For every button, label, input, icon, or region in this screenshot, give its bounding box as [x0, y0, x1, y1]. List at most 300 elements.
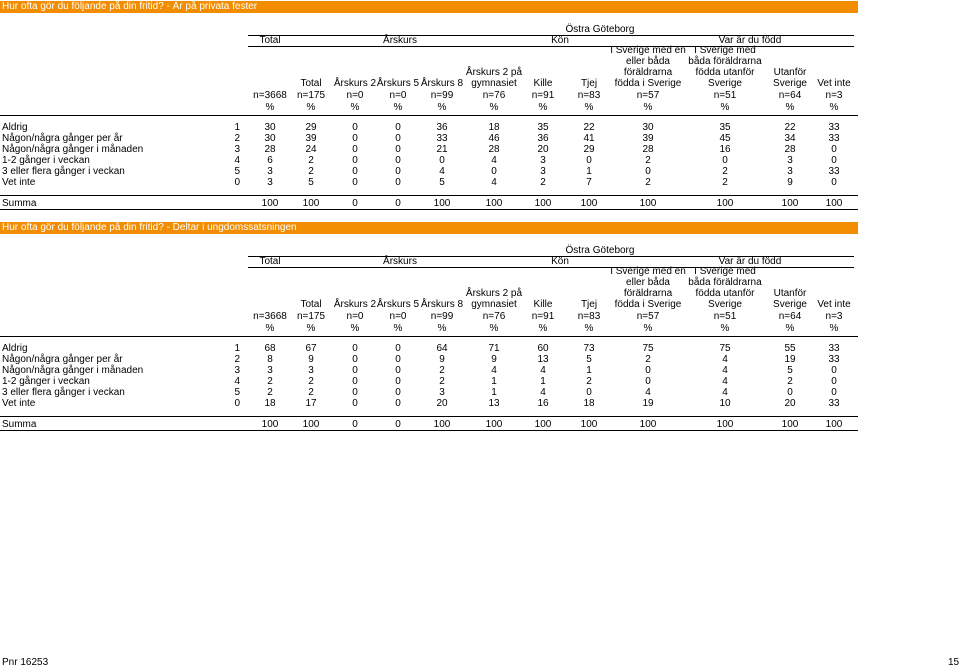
- table-cell: 30: [264, 122, 276, 133]
- n-value: n=99: [430, 311, 454, 322]
- table-cell: 0: [395, 177, 401, 188]
- n-value: n=99: [430, 90, 454, 101]
- table-cell: 0: [352, 365, 358, 376]
- header-rule-bottom: [0, 336, 858, 337]
- row-label: Någon/några gånger per år: [2, 354, 123, 365]
- table-cell: 34: [784, 133, 796, 144]
- n-value: n=64: [778, 311, 802, 322]
- table-cell: 7: [586, 177, 592, 188]
- n-value: n=51: [713, 90, 737, 101]
- table-cell: 3: [267, 365, 273, 376]
- table-cell: 0: [722, 155, 728, 166]
- sum-cell: 100: [261, 198, 279, 209]
- n-value: n=83: [577, 311, 601, 322]
- table-cell: 17: [305, 398, 317, 409]
- column-header: [459, 46, 529, 89]
- n-value: n=91: [531, 311, 555, 322]
- column-header-label: Utanför Sverige: [773, 67, 807, 89]
- sum-cell: 100: [534, 198, 552, 209]
- column-header: [521, 46, 565, 89]
- table-cell: 4: [722, 376, 728, 387]
- table-cell: 35: [719, 122, 731, 133]
- row-label: Någon/några gånger i månaden: [2, 144, 144, 155]
- column-header-label: I Sverige med båda föräldrarna födda utanför Sverige: [688, 266, 762, 310]
- table-cell: 2: [439, 376, 445, 387]
- n-value: n=83: [577, 90, 601, 101]
- footer-page-number: 15: [948, 657, 960, 668]
- table-cell: 18: [488, 122, 500, 133]
- table-cell: 4: [491, 177, 497, 188]
- table-cell: 33: [828, 166, 840, 177]
- percent-unit: %: [393, 323, 403, 334]
- percent-unit: %: [437, 102, 447, 113]
- column-header-label: Årskurs 2: [333, 78, 377, 89]
- table-cell: 4: [722, 354, 728, 365]
- percent-unit: %: [643, 102, 653, 113]
- table-cell: 4: [540, 365, 546, 376]
- sum-cell: 100: [302, 419, 320, 430]
- table-cell: 22: [583, 122, 595, 133]
- table-cell: 64: [436, 343, 448, 354]
- table-cell: 29: [305, 122, 317, 133]
- table-cell: 0: [395, 155, 401, 166]
- header-city: Östra Göteborg: [565, 24, 635, 35]
- row-code: 4: [234, 155, 240, 166]
- table-cell: 36: [436, 122, 448, 133]
- table-cell: 41: [583, 133, 595, 144]
- row-code: 5: [234, 387, 240, 398]
- sum-cell: 0: [395, 198, 401, 209]
- table-section: [0, 0, 960, 221]
- sum-cell: 100: [825, 198, 843, 209]
- column-header: [420, 46, 464, 89]
- column-header-label: Årskurs 8: [420, 78, 464, 89]
- table-cell: 4: [645, 387, 651, 398]
- table-cell: 5: [439, 177, 445, 188]
- table-cell: 3: [787, 155, 793, 166]
- percent-unit: %: [584, 102, 594, 113]
- row-label: 1-2 gånger i veckan: [2, 376, 90, 387]
- table-cell: 0: [395, 122, 401, 133]
- table-cell: 2: [267, 376, 273, 387]
- column-header-label: Årskurs 2: [333, 299, 377, 310]
- row-code: 1: [234, 122, 240, 133]
- table-cell: 20: [784, 398, 796, 409]
- table-cell: 45: [719, 133, 731, 144]
- column-header: [333, 46, 377, 89]
- row-label: Vet inte: [2, 177, 36, 188]
- sum-cell: 100: [781, 198, 799, 209]
- percent-unit: %: [720, 323, 730, 334]
- table-cell: 18: [583, 398, 595, 409]
- n-value: n=91: [531, 90, 555, 101]
- sum-cell: 100: [580, 419, 598, 430]
- table-cell: 0: [831, 155, 837, 166]
- percent-unit: %: [489, 323, 499, 334]
- percent-unit: %: [437, 323, 447, 334]
- table-cell: 2: [308, 155, 314, 166]
- table-cell: 9: [787, 177, 793, 188]
- table-cell: 33: [828, 343, 840, 354]
- column-header-label: Tjej: [580, 299, 598, 310]
- table-cell: 0: [491, 166, 497, 177]
- table-cell: 33: [436, 133, 448, 144]
- sum-rule: [0, 416, 858, 417]
- column-header-label: Årskurs 2 på gymnasiet: [465, 67, 523, 89]
- table-cell: 4: [491, 365, 497, 376]
- table-cell: 13: [488, 398, 500, 409]
- table-cell: 3: [267, 177, 273, 188]
- table-cell: 1: [586, 166, 592, 177]
- column-header: [376, 46, 420, 89]
- table-cell: 1: [491, 387, 497, 398]
- column-header: [420, 267, 464, 310]
- header-group-kon: Kön: [551, 256, 569, 267]
- table-cell: 0: [831, 387, 837, 398]
- column-header: [683, 267, 767, 310]
- column-header: [770, 267, 810, 310]
- table-cell: 3: [308, 365, 314, 376]
- table-cell: 24: [305, 144, 317, 155]
- table-cell: 0: [395, 343, 401, 354]
- sum-rule-bottom: [0, 430, 858, 431]
- column-header-label: Kille: [533, 78, 553, 89]
- n-value: n=0: [389, 90, 407, 101]
- column-header-label: Utanför Sverige: [773, 288, 807, 310]
- table-cell: 4: [722, 365, 728, 376]
- table-cell: 3: [439, 387, 445, 398]
- table-cell: 46: [488, 133, 500, 144]
- table-cell: 36: [537, 133, 549, 144]
- table-cell: 21: [436, 144, 448, 155]
- n-value: n=3668: [253, 90, 287, 101]
- header-city: Östra Göteborg: [565, 245, 635, 256]
- table-cell: 13: [537, 354, 549, 365]
- row-label: 1-2 gånger i veckan: [2, 155, 90, 166]
- table-cell: 19: [784, 354, 796, 365]
- n-value: n=51: [713, 311, 737, 322]
- header-group-fodd: Var är du född: [718, 35, 782, 46]
- n-value: n=76: [482, 311, 506, 322]
- column-header-label: I Sverige med en eller båda föräldrarna födda i Sverige: [610, 266, 686, 310]
- sum-rule-bottom: [0, 209, 858, 210]
- table-cell: 0: [787, 387, 793, 398]
- percent-unit: %: [489, 102, 499, 113]
- n-value: n=3668: [253, 311, 287, 322]
- table-cell: 16: [537, 398, 549, 409]
- percent-unit: %: [306, 102, 316, 113]
- row-label: Aldrig: [2, 122, 28, 133]
- n-value: n=0: [346, 90, 364, 101]
- sum-cell: 100: [781, 419, 799, 430]
- row-code: 2: [234, 354, 240, 365]
- table-cell: 2: [645, 155, 651, 166]
- table-cell: 71: [488, 343, 500, 354]
- column-header-label: Årskurs 5: [376, 78, 420, 89]
- table-cell: 35: [537, 122, 549, 133]
- table-cell: 4: [439, 166, 445, 177]
- table-cell: 3: [787, 166, 793, 177]
- table-cell: 10: [719, 398, 731, 409]
- table-cell: 0: [831, 144, 837, 155]
- percent-unit: %: [785, 102, 795, 113]
- table-cell: 9: [491, 354, 497, 365]
- column-header: [289, 267, 333, 310]
- table-cell: 30: [642, 122, 654, 133]
- table-cell: 0: [352, 155, 358, 166]
- table-cell: 29: [583, 144, 595, 155]
- table-cell: 0: [352, 166, 358, 177]
- table-cell: 2: [787, 376, 793, 387]
- row-label: Vet inte: [2, 398, 36, 409]
- table-section: [0, 221, 960, 442]
- sum-cell: 100: [485, 419, 503, 430]
- table-cell: 73: [583, 343, 595, 354]
- row-label: Någon/några gånger per år: [2, 133, 123, 144]
- table-cell: 0: [586, 387, 592, 398]
- table-cell: 9: [439, 354, 445, 365]
- row-code: 5: [234, 166, 240, 177]
- column-header: [683, 46, 767, 89]
- table-cell: 19: [642, 398, 654, 409]
- column-header: [816, 267, 852, 310]
- table-cell: 67: [305, 343, 317, 354]
- column-header-label: Årskurs 5: [376, 299, 420, 310]
- table-cell: 2: [308, 166, 314, 177]
- header-group-arskurs: Årskurs: [383, 35, 417, 46]
- table-cell: 2: [439, 365, 445, 376]
- header-group-total: Total: [259, 35, 281, 46]
- sum-cell: 100: [433, 419, 451, 430]
- table-cell: 20: [537, 144, 549, 155]
- table-cell: 0: [352, 354, 358, 365]
- table-cell: 0: [439, 155, 445, 166]
- table-cell: 0: [645, 376, 651, 387]
- table-cell: 18: [264, 398, 276, 409]
- n-value: n=57: [636, 311, 660, 322]
- table-cell: 28: [488, 144, 500, 155]
- column-header: [289, 46, 333, 89]
- table-cell: 60: [537, 343, 549, 354]
- row-code: 4: [234, 376, 240, 387]
- n-value: n=3: [825, 90, 843, 101]
- table-cell: 4: [540, 387, 546, 398]
- header-rule-bottom: [0, 115, 858, 116]
- table-cell: 0: [352, 343, 358, 354]
- table-cell: 28: [784, 144, 796, 155]
- row-label: 3 eller flera gånger i veckan: [2, 387, 125, 398]
- table-cell: 0: [395, 398, 401, 409]
- column-header: [376, 267, 420, 310]
- column-header-label: Total: [300, 299, 322, 310]
- sum-label: Summa: [2, 198, 37, 209]
- table-cell: 6: [267, 155, 273, 166]
- table-cell: 0: [395, 387, 401, 398]
- table-cell: 39: [305, 133, 317, 144]
- column-header: [610, 46, 686, 89]
- sum-cell: 100: [261, 419, 279, 430]
- table-cell: 30: [264, 133, 276, 144]
- n-value: n=57: [636, 90, 660, 101]
- table-cell: 22: [784, 122, 796, 133]
- table-cell: 2: [540, 177, 546, 188]
- n-value: n=3: [825, 311, 843, 322]
- table-cell: 0: [352, 122, 358, 133]
- sum-cell: 100: [485, 198, 503, 209]
- table-cell: 33: [828, 122, 840, 133]
- table-cell: 0: [352, 144, 358, 155]
- table-cell: 33: [828, 133, 840, 144]
- column-header: [567, 267, 611, 310]
- percent-unit: %: [350, 323, 360, 334]
- table-cell: 2: [722, 177, 728, 188]
- table-cell: 1: [540, 376, 546, 387]
- column-header-label: I Sverige med båda föräldrarna födda utanför Sverige: [688, 45, 762, 89]
- row-label: Någon/några gånger i månaden: [2, 365, 144, 376]
- header-group-arskurs: Årskurs: [383, 256, 417, 267]
- n-value: n=64: [778, 90, 802, 101]
- table-cell: 0: [395, 365, 401, 376]
- n-value: n=175: [296, 90, 326, 101]
- table-cell: 2: [645, 177, 651, 188]
- table-cell: 0: [352, 376, 358, 387]
- table-cell: 0: [831, 376, 837, 387]
- column-header-label: Årskurs 2 på gymnasiet: [465, 288, 523, 310]
- table-cell: 8: [267, 354, 273, 365]
- row-code: 3: [234, 365, 240, 376]
- percent-unit: %: [829, 102, 839, 113]
- header-group-kon: Kön: [551, 35, 569, 46]
- table-cell: 3: [540, 166, 546, 177]
- percent-unit: %: [643, 323, 653, 334]
- table-cell: 0: [645, 166, 651, 177]
- table-cell: 4: [491, 155, 497, 166]
- n-value: n=76: [482, 90, 506, 101]
- table-cell: 5: [308, 177, 314, 188]
- table-cell: 2: [645, 354, 651, 365]
- table-cell: 2: [722, 166, 728, 177]
- row-label: 3 eller flera gånger i veckan: [2, 166, 125, 177]
- table-cell: 16: [719, 144, 731, 155]
- table-cell: 1: [491, 376, 497, 387]
- table-cell: 3: [267, 166, 273, 177]
- table-cell: 33: [828, 398, 840, 409]
- n-value: n=0: [346, 311, 364, 322]
- n-value: n=175: [296, 311, 326, 322]
- column-header-label: Kille: [533, 299, 553, 310]
- percent-unit: %: [265, 102, 275, 113]
- column-header-label: Årskurs 8: [420, 299, 464, 310]
- row-code: 1: [234, 343, 240, 354]
- percent-unit: %: [785, 323, 795, 334]
- column-header-label: Vet inte: [817, 78, 851, 89]
- table-cell: 2: [267, 387, 273, 398]
- percent-unit: %: [538, 323, 548, 334]
- table-cell: 68: [264, 343, 276, 354]
- row-label: Aldrig: [2, 343, 28, 354]
- table-cell: 55: [784, 343, 796, 354]
- table-cell: 0: [395, 354, 401, 365]
- table-cell: 2: [308, 376, 314, 387]
- table-cell: 2: [586, 376, 592, 387]
- table-cell: 3: [540, 155, 546, 166]
- percent-unit: %: [393, 102, 403, 113]
- table-cell: 28: [264, 144, 276, 155]
- section-title: Hur ofta gör du följande på din fritid? - Deltar i ungdomssatsningen: [0, 222, 858, 234]
- column-header: [521, 267, 565, 310]
- table-cell: 33: [828, 354, 840, 365]
- table-cell: 0: [395, 133, 401, 144]
- table-cell: 5: [787, 365, 793, 376]
- table-cell: 0: [395, 144, 401, 155]
- section-title: Hur ofta gör du följande på din fritid? - Är på privata fester: [0, 1, 858, 13]
- percent-unit: %: [584, 323, 594, 334]
- table-cell: 39: [642, 133, 654, 144]
- sum-cell: 0: [395, 419, 401, 430]
- table-cell: 0: [831, 365, 837, 376]
- percent-unit: %: [265, 323, 275, 334]
- table-cell: 2: [308, 387, 314, 398]
- column-header: [567, 46, 611, 89]
- footer-pnr: Pnr 16253: [2, 657, 49, 668]
- row-code: 0: [234, 177, 240, 188]
- table-cell: 28: [642, 144, 654, 155]
- table-cell: 0: [352, 387, 358, 398]
- row-code: 3: [234, 144, 240, 155]
- sum-cell: 100: [302, 198, 320, 209]
- percent-unit: %: [538, 102, 548, 113]
- column-header: [770, 46, 810, 89]
- column-header-label: I Sverige med en eller båda föräldrarna födda i Sverige: [610, 45, 686, 89]
- column-header: [610, 267, 686, 310]
- table-cell: 0: [395, 376, 401, 387]
- sum-cell: 100: [433, 198, 451, 209]
- column-header-label: Vet inte: [817, 299, 851, 310]
- table-cell: 0: [831, 177, 837, 188]
- column-header: [816, 46, 852, 89]
- sum-cell: 0: [352, 198, 358, 209]
- sum-rule: [0, 195, 858, 196]
- sum-cell: 100: [716, 198, 734, 209]
- sum-cell: 0: [352, 419, 358, 430]
- percent-unit: %: [350, 102, 360, 113]
- row-code: 0: [234, 398, 240, 409]
- sum-cell: 100: [580, 198, 598, 209]
- row-code: 2: [234, 133, 240, 144]
- table-cell: 0: [352, 133, 358, 144]
- column-header: [333, 267, 377, 310]
- table-cell: 1: [586, 365, 592, 376]
- table-cell: 5: [586, 354, 592, 365]
- sum-cell: 100: [639, 198, 657, 209]
- sum-cell: 100: [639, 419, 657, 430]
- table-cell: 9: [308, 354, 314, 365]
- table-cell: 75: [642, 343, 654, 354]
- table-cell: 20: [436, 398, 448, 409]
- table-cell: 0: [645, 365, 651, 376]
- header-group-total: Total: [259, 256, 281, 267]
- sum-cell: 100: [825, 419, 843, 430]
- sum-cell: 100: [534, 419, 552, 430]
- percent-unit: %: [306, 323, 316, 334]
- table-cell: 75: [719, 343, 731, 354]
- table-cell: 0: [586, 155, 592, 166]
- table-cell: 0: [352, 177, 358, 188]
- table-cell: 0: [352, 398, 358, 409]
- column-header-label: Total: [300, 78, 322, 89]
- percent-unit: %: [720, 102, 730, 113]
- table-cell: 0: [395, 166, 401, 177]
